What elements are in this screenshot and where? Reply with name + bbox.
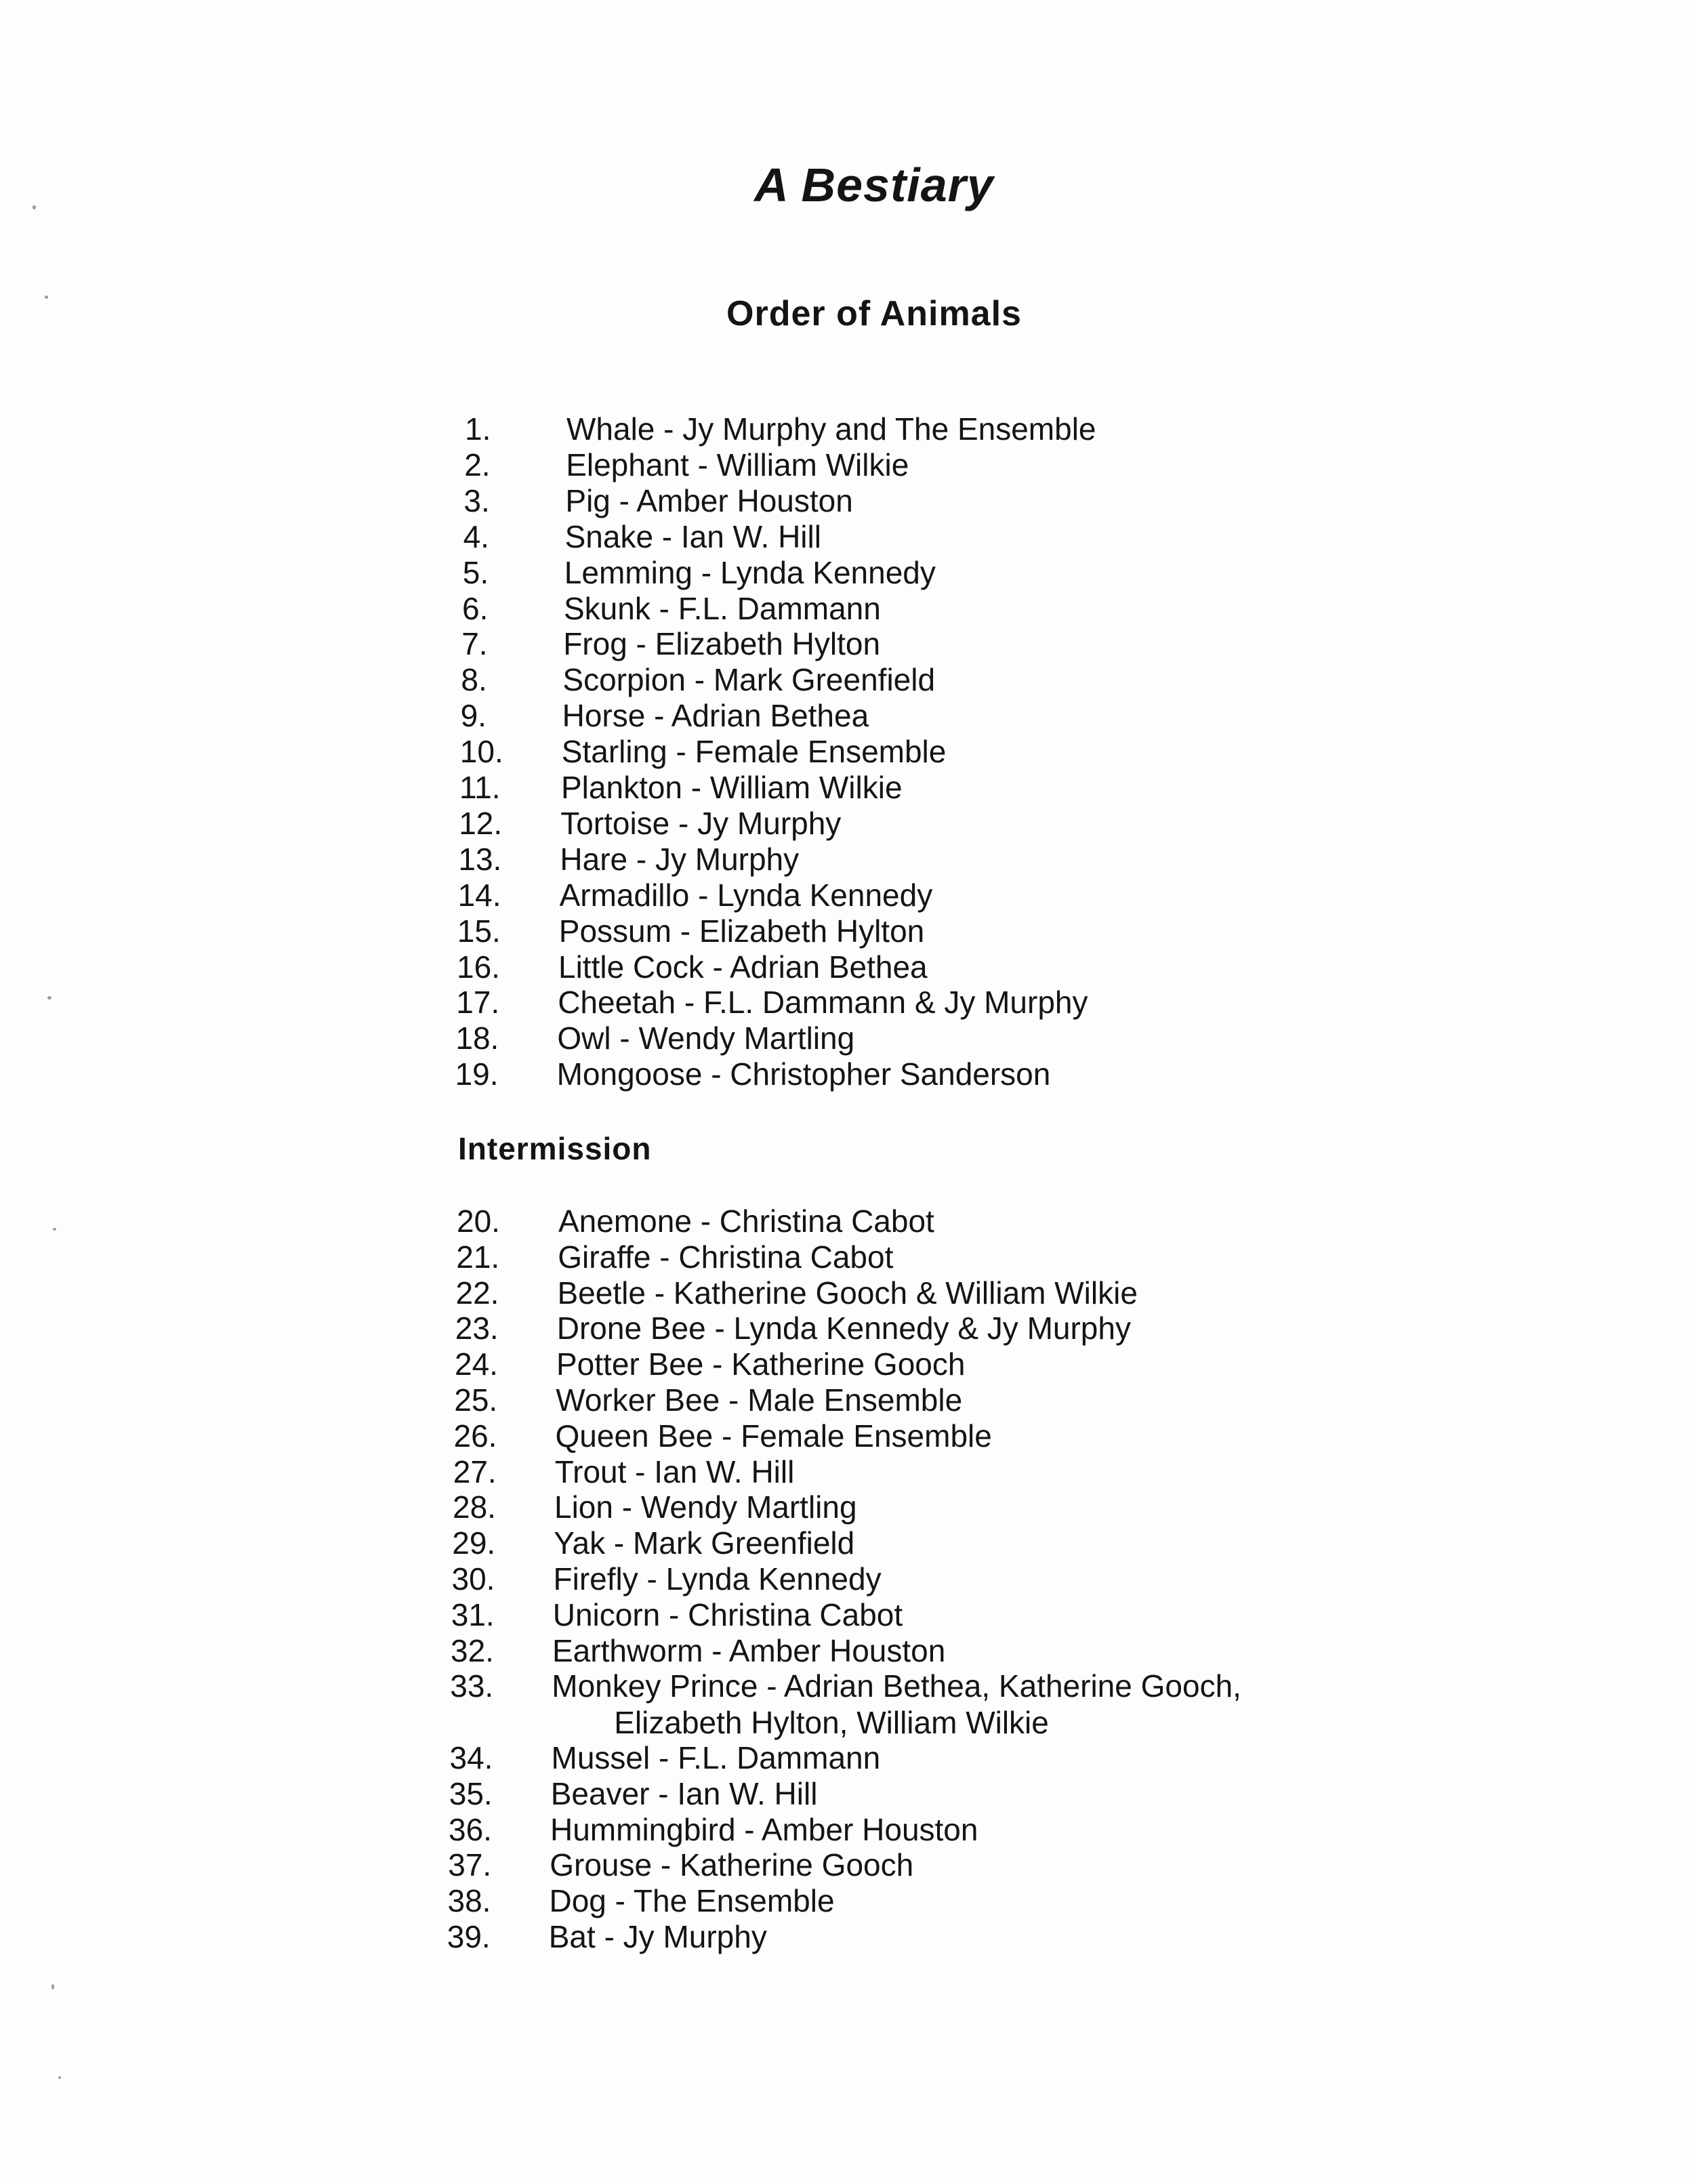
item-text: Starling - Female Ensemble: [561, 734, 947, 770]
item-text: Pig - Amber Houston: [565, 482, 853, 518]
item-text: Possum - Elizabeth Hylton: [558, 913, 925, 949]
item-text: Anemone - Christina Cabot: [558, 1203, 934, 1239]
item-text: Skunk - F.L. Dammann: [564, 590, 881, 626]
item-text: Earthworm - Amber Houston: [552, 1632, 946, 1668]
item-number: 14.: [457, 877, 501, 913]
item-number: 16.: [457, 949, 500, 985]
item-entry: [557, 1310, 1131, 1346]
item-text: Hare - Jy Murphy: [560, 841, 800, 877]
item-number: 18.: [455, 1021, 499, 1056]
item-text: Little Cock - Adrian Bethea: [558, 949, 928, 985]
item-number: 32.: [451, 1632, 494, 1668]
item-text: Queen Bee - Female Ensemble: [555, 1418, 992, 1454]
item-entry: [561, 769, 903, 806]
item-entry: [562, 697, 869, 734]
item-entry: [556, 1418, 992, 1454]
item-entry: [556, 1346, 965, 1382]
item-number: 12.: [459, 805, 503, 841]
item-text: Firefly - Lynda Kennedy: [553, 1561, 882, 1596]
item-number: 27.: [453, 1454, 497, 1489]
item-entry: [554, 1525, 854, 1561]
item-number: 25.: [454, 1382, 498, 1418]
item-text: Beaver - Ian W. Hill: [550, 1775, 818, 1811]
item-number: 11.: [459, 770, 501, 805]
item-entry: [564, 554, 936, 591]
item-entry: [558, 1239, 893, 1275]
item-number: 38.: [447, 1883, 491, 1919]
item-entry: [563, 625, 880, 662]
item-number: 22.: [455, 1275, 499, 1311]
item-entry: [554, 1489, 857, 1525]
item-entry: [560, 805, 841, 842]
item-number: 17.: [456, 985, 500, 1021]
item-entry: [550, 1847, 913, 1883]
page-subtitle: Order of Animals: [726, 294, 1022, 333]
item-number: 35.: [449, 1775, 493, 1811]
item-text: Drone Bee - Lynda Kennedy & Jy Murphy: [556, 1311, 1131, 1346]
item-entry: [566, 447, 909, 483]
item-entry: [562, 733, 947, 770]
item-entry: [550, 1811, 978, 1848]
item-entry: [553, 1596, 903, 1633]
item-entry: [562, 661, 935, 698]
item-entry: [556, 1382, 962, 1418]
item-text: Plankton - William Wilkie: [561, 770, 903, 805]
item-entry: [557, 1056, 1051, 1092]
scan-speck: [33, 205, 36, 209]
item-number: 26.: [453, 1418, 497, 1454]
item-text: Lion - Wendy Martling: [554, 1489, 857, 1525]
item-entry: [557, 1020, 854, 1056]
item-text: Scorpion - Mark Greenfield: [562, 662, 936, 698]
item-number: 30.: [451, 1561, 495, 1596]
item-number: 23.: [455, 1311, 499, 1346]
item-number: 34.: [449, 1740, 493, 1775]
item-number: 5.: [462, 554, 489, 590]
item-text: Frog - Elizabeth Hylton: [563, 626, 881, 662]
scan-speck: [53, 1228, 56, 1231]
item-number: 36.: [449, 1811, 492, 1847]
item-number: 10.: [459, 734, 503, 770]
item-number: 29.: [452, 1525, 496, 1561]
item-entry: [560, 877, 933, 913]
item-text: Potter Bee - Katherine Gooch: [556, 1346, 966, 1382]
item-text: Bat - Jy Murphy: [548, 1919, 767, 1954]
item-text: Mussel - F.L. Dammann: [551, 1740, 881, 1775]
item-text: Lemming - Lynda Kennedy: [564, 554, 936, 590]
item-text: Hummingbird - Amber Houston: [550, 1811, 978, 1847]
item-number: 21.: [456, 1239, 500, 1275]
page-title: A Bestiary: [754, 159, 994, 211]
item-number: 37.: [448, 1847, 492, 1883]
item-entry: [552, 1632, 945, 1669]
item-number: 3.: [463, 482, 490, 518]
item-entry: [564, 590, 881, 627]
item-number: 28.: [453, 1489, 496, 1525]
item-entry: [558, 984, 1088, 1021]
scan-speck: [45, 295, 48, 299]
item-text: Tortoise - Jy Murphy: [560, 805, 842, 841]
item-number: 20.: [457, 1203, 500, 1239]
item-text: Owl - Wendy Martling: [557, 1021, 855, 1056]
item-text: Grouse - Katherine Gooch: [550, 1847, 914, 1883]
item-entry: [551, 1775, 818, 1812]
item-number: 9.: [460, 698, 487, 734]
item-number: 2.: [464, 447, 491, 482]
item-entry: [552, 1668, 1241, 1741]
scan-speck: [58, 2076, 61, 2079]
item-number: 39.: [447, 1919, 491, 1954]
item-text: Unicorn - Christina Cabot: [552, 1596, 903, 1632]
item-entry: [566, 411, 1096, 447]
item-number: 24.: [455, 1346, 498, 1382]
item-number: 15.: [457, 913, 501, 949]
scan-speck: [47, 996, 51, 1000]
item-text: Giraffe - Christina Cabot: [558, 1239, 894, 1275]
item-number: 13.: [458, 841, 502, 877]
item-number: 8.: [461, 662, 487, 698]
item-text: Monkey Prince - Adrian Bethea, Katherine Gooch,: [552, 1668, 1241, 1704]
item-number: 33.: [450, 1668, 494, 1704]
item-text: Yak - Mark Greenfield: [554, 1525, 855, 1561]
item-text: Mongoose - Christopher Sanderson: [556, 1056, 1051, 1092]
item-text: Armadillo - Lynda Kennedy: [559, 877, 933, 913]
item-entry: [555, 1454, 795, 1490]
item-entry: [565, 518, 821, 555]
item-entry: [558, 949, 928, 985]
item-text: Beetle - Katherine Gooch & William Wilkie: [557, 1275, 1138, 1311]
item-entry: [559, 913, 924, 949]
item-number: 4.: [463, 518, 489, 554]
item-number: 7.: [461, 626, 488, 662]
item-text: Cheetah - F.L. Dammann & Jy Murphy: [558, 985, 1088, 1021]
item-text: Whale - Jy Murphy and The Ensemble: [566, 411, 1096, 447]
scan-speck: [51, 1984, 54, 1990]
item-text: Trout - Ian W. Hill: [554, 1454, 795, 1489]
item-text: Worker Bee - Male Ensemble: [556, 1382, 963, 1418]
item-entry: [554, 1561, 882, 1597]
item-text: Dog - The Ensemble: [549, 1883, 835, 1919]
item-text: Snake - Ian W. Hill: [564, 518, 821, 554]
item-number: 19.: [455, 1056, 499, 1092]
item-entry: [558, 1203, 934, 1239]
item-entry: [560, 841, 799, 878]
item-text: Elephant - William Wilkie: [566, 447, 909, 482]
intermission-heading: Intermission: [458, 1131, 652, 1166]
item-text: Horse - Adrian Bethea: [562, 698, 869, 734]
item-number: 31.: [451, 1596, 495, 1632]
item-number: 6.: [462, 590, 489, 626]
item-entry: [549, 1918, 767, 1955]
item-number: 1.: [465, 411, 491, 447]
item-entry: [558, 1275, 1138, 1311]
item-text-continuation: Elizabeth Hylton, William Wilkie: [614, 1705, 1049, 1741]
item-entry: [550, 1882, 835, 1919]
item-entry: [565, 482, 852, 519]
item-entry: [552, 1739, 881, 1776]
